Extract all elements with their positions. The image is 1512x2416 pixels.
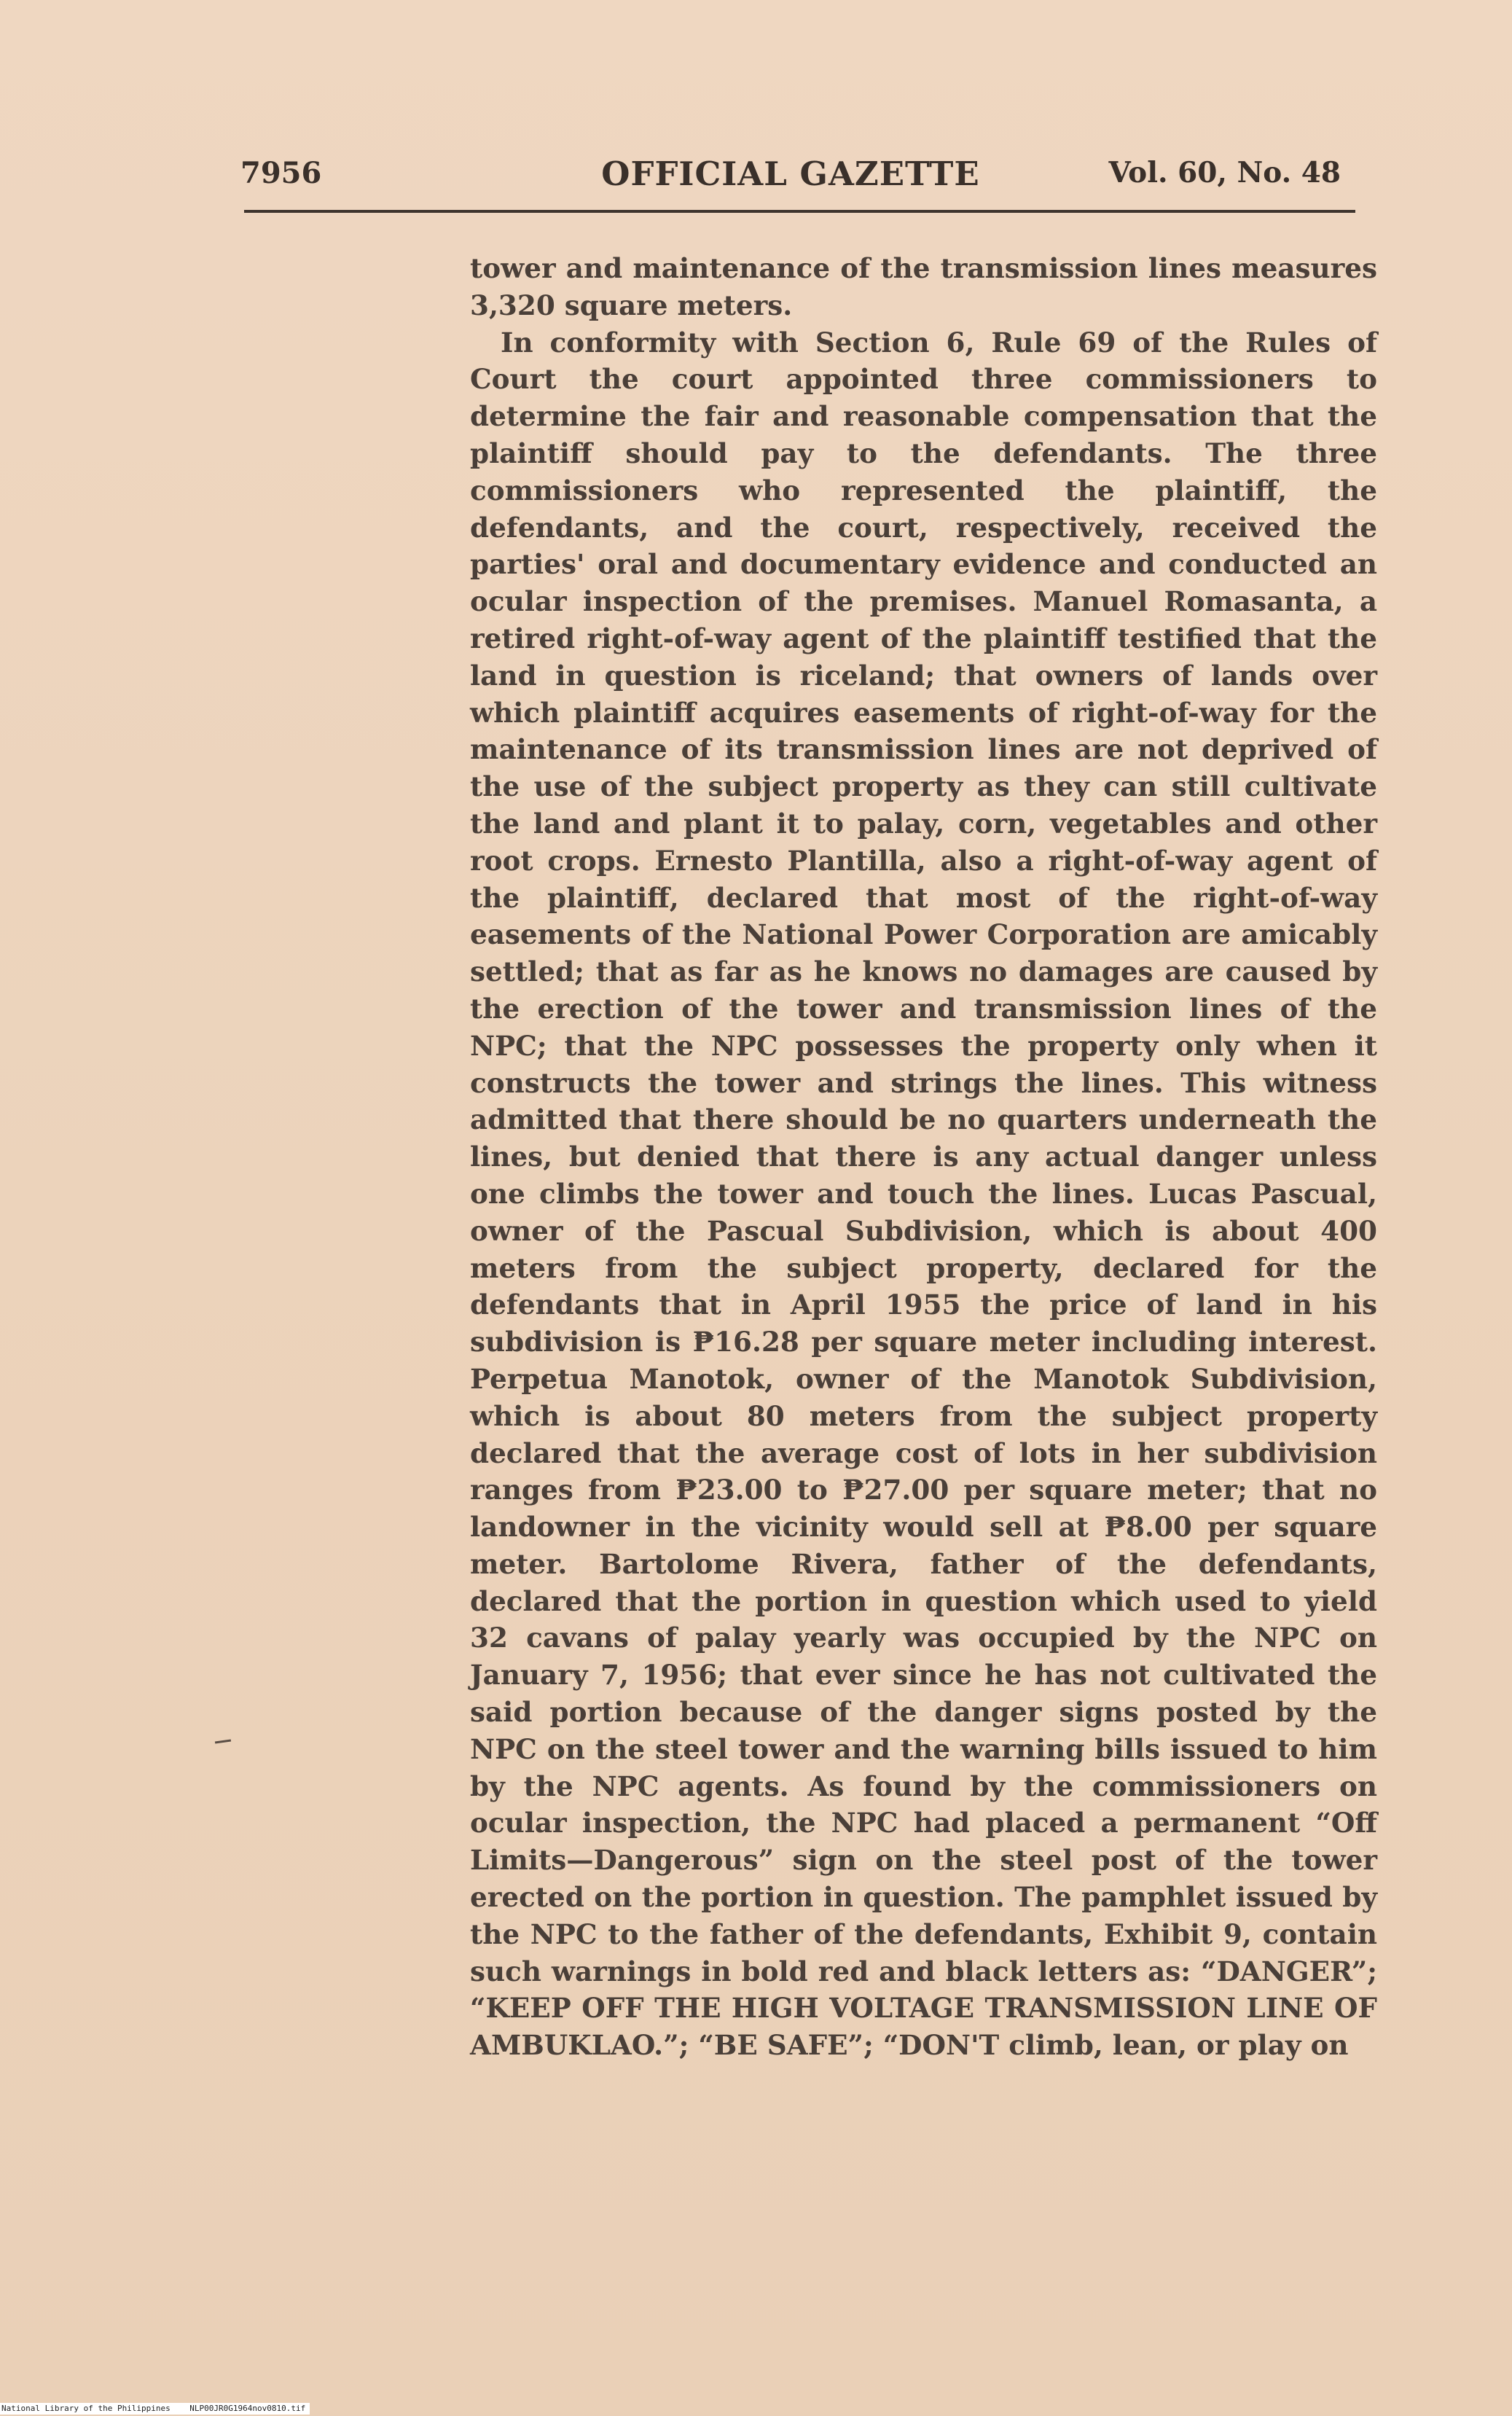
stray-ink-mark [215,1739,231,1743]
paragraph-continuation: tower and maintenance of the transmission lines measures 3,320 square meters. [470,252,1377,321]
header-rule [244,210,1355,213]
page-header [240,150,1341,201]
volume-info: Vol. 60, No. 48 [1108,156,1341,189]
paragraph-commissioners: In conformity with Section 6, Rule 69 of the Rules of Court the court appointed three commissioners to determine the fair and reasonable compensation that the plaintiff should pay to the defendants. The three commissioners who represented the plaintiff, the defendants, and the court, respectively, received the parties' oral and documentary evidence and conducted an ocular inspection of the premises. Manuel Romasanta, a retired right-of-way agent of the plaintiff testified that the land in question is riceland; that owners of lands over which plaintiff acquires easements of right-of-way for the maintenance of its transmission lines are not deprived of the use of the subject property as they can still cultivate the land and plant it to palay, corn, vegetables and other root crops. Ernesto Plantilla, also a right-of-way agent of the plaintiff, declared that most of the right-of-way easements of the National Power Corporation are amicably settled; that as far as he knows no damages are caused by the erection of the tower and transmission lines of the NPC; that the NPC possesses the property only when it constructs the tower and strings the lines. This witness admitted that there should be no quarters underneath the lines, but denied that there is any actual danger unless one climbs the tower and touch the lines. Lucas Pascual, owner of the Pascual Subdivision, which is about 400 meters from the subject property, declared for the defendants that in April 1955 the price of land in his subdivision is ₱16.28 per square meter including interest. Perpetua Manotok, owner of the Manotok Subdivision, which is about 80 meters from the subject property declared that the average cost of lots in her subdivision ranges from ₱23.00 to ₱27.00 per square meter; that no landowner in the vicinity would sell at ₱8.00 per square meter. Bartolome Rivera, father of the defendants, declared that the portion in question which used to yield 32 cavans of palay yearly was occupied by the NPC on January 7, 1956; that ever since he has not cultivated the said portion because of the danger signs posted by the NPC on the steel tower and the warning bills issued to him by the NPC agents. As found by the commissioners on ocular inspection, the NPC had placed a permanent “Off Limits—Dangerous” sign on the steel post of the tower erected on the portion in question. The pamphlet issued by the NPC to the father of the defendants, Exhibit 9, contain such warnings in bold red and black letters as: “DANGER”; “KEEP OFF THE HIGH VOLTAGE TRANSMISSION LINE OF AMBUKLAO.”; “BE SAFE”; “DON'T climb, lean, or play on [470,326,1377,2062]
page-number: 7956 [240,156,322,190]
running-title: OFFICIAL GAZETTE [601,155,980,193]
scan-credit: National Library of the Philippines NLP00JR0G1964nov0810.tif [0,2403,310,2415]
body-text [470,250,1377,2064]
